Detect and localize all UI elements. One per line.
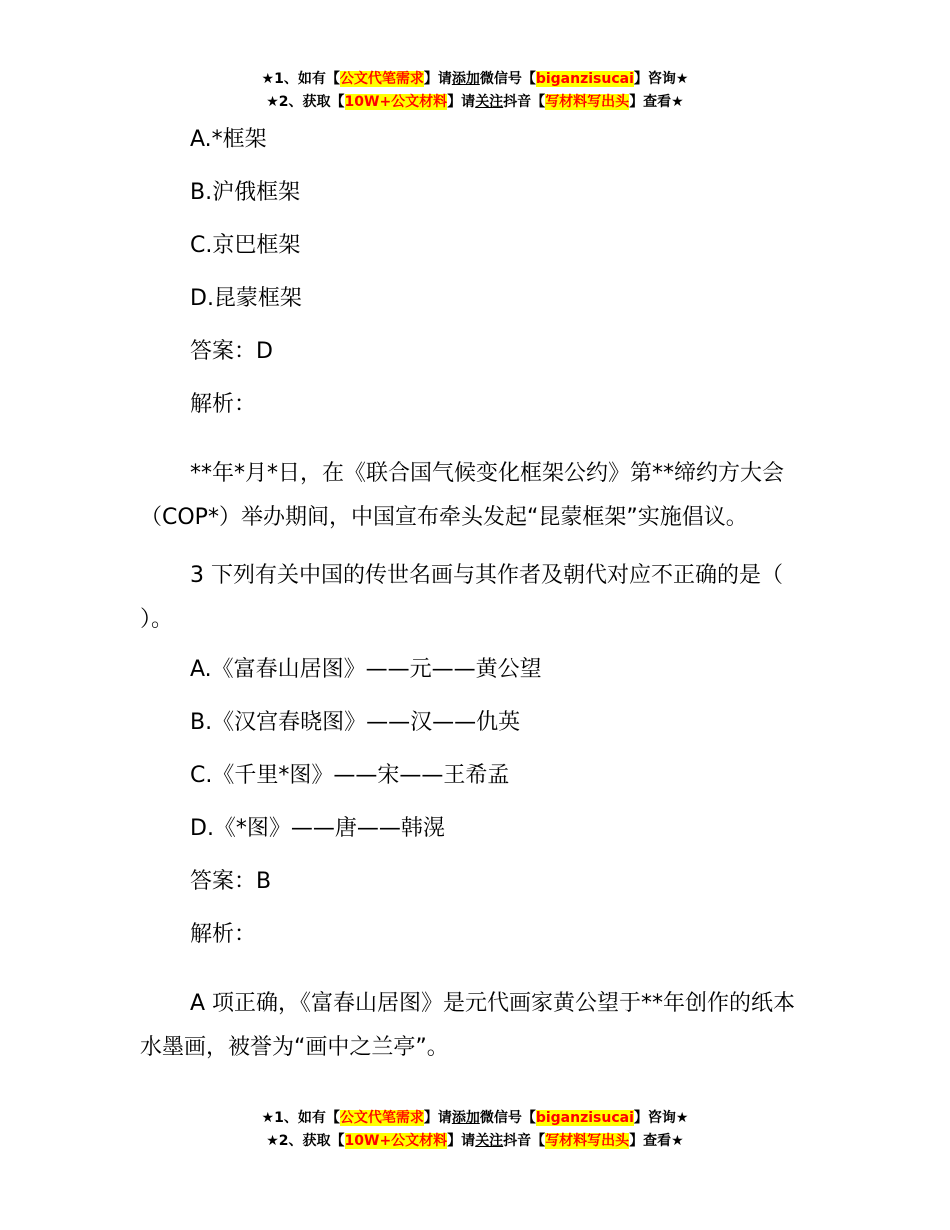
document-body — [140, 120, 812, 1078]
banner-highlight: 10W+公文材料 — [344, 1133, 448, 1149]
q3-question: 3 下列有关中国的传世名画与其作者及朝代对应不正确的是（ ）。 — [140, 563, 783, 632]
banner-text: 】请 — [423, 71, 452, 87]
header-banner — [0, 68, 950, 114]
q3-option-c: C.《千里*图》——宋——王希孟 — [190, 763, 510, 788]
banner-underline: 添加 — [451, 71, 480, 87]
q3-analysis-label: 解析： — [190, 922, 257, 947]
q2-analysis-label: 解析： — [190, 392, 257, 417]
banner-highlight: 公文代笔需求 — [339, 1110, 424, 1126]
banner-text: 】请 — [447, 1133, 476, 1149]
banner-line-1 — [0, 1107, 950, 1130]
banner-line-1 — [0, 68, 950, 91]
banner-highlight: 写材料写出头 — [545, 1133, 630, 1149]
banner-highlight: 写材料写出头 — [545, 94, 630, 110]
q2-option-a: A.*框架 — [190, 127, 267, 152]
q2-option-b: B.沪俄框架 — [190, 180, 301, 205]
q2-option-c: C.京巴框架 — [190, 233, 301, 258]
banner-highlight: 公文代笔需求 — [339, 71, 424, 87]
banner-underline: 关注 — [475, 94, 504, 110]
banner-text: 微信号【 — [479, 1110, 536, 1126]
q3-answer: 答案：B — [190, 869, 272, 894]
banner-text: 】请 — [423, 1110, 452, 1126]
banner-highlight: 10W+公文材料 — [344, 94, 448, 110]
banner-underline: 添加 — [451, 1110, 480, 1126]
banner-text: ★1、如有【 — [261, 71, 340, 87]
q3-option-b: B.《汉宫春晓图》——汉——仇英 — [190, 710, 521, 735]
footer-banner — [0, 1107, 950, 1153]
q2-option-d: D.昆蒙框架 — [190, 286, 302, 311]
banner-text: ★2、获取【 — [266, 1133, 345, 1149]
q3-analysis: A 项正确，《富春山居图》是元代画家黄公望于**年创作的纸本水墨画，被誉为“画中之兰亭”。 — [140, 991, 796, 1060]
banner-text: 】查看★ — [629, 94, 684, 110]
banner-line-2 — [0, 1130, 950, 1153]
banner-line-2 — [0, 91, 950, 114]
banner-text: ★2、获取【 — [266, 94, 345, 110]
banner-text: 抖音【 — [503, 1133, 546, 1149]
q2-answer: 答案：D — [190, 339, 273, 364]
q3-option-a: A.《富春山居图》——元——黄公望 — [190, 657, 542, 682]
banner-highlight: biganzisucai — [535, 71, 634, 87]
banner-text: 】咨询★ — [633, 71, 689, 87]
banner-text: 】咨询★ — [633, 1110, 689, 1126]
banner-highlight: biganzisucai — [535, 1110, 634, 1126]
q2-analysis: **年*月*日，在《联合国气候变化框架公约》第**缔约方大会（COP*）举办期间，中国宣布牵头发起“昆蒙框架”实施倡议。 — [140, 461, 785, 530]
banner-text: ★1、如有【 — [261, 1110, 340, 1126]
banner-text: 微信号【 — [479, 71, 536, 87]
banner-underline: 关注 — [475, 1133, 504, 1149]
banner-text: 抖音【 — [503, 94, 546, 110]
banner-text: 】查看★ — [629, 1133, 684, 1149]
banner-text: 】请 — [447, 94, 476, 110]
q3-option-d: D.《*图》——唐——韩滉 — [190, 816, 445, 841]
